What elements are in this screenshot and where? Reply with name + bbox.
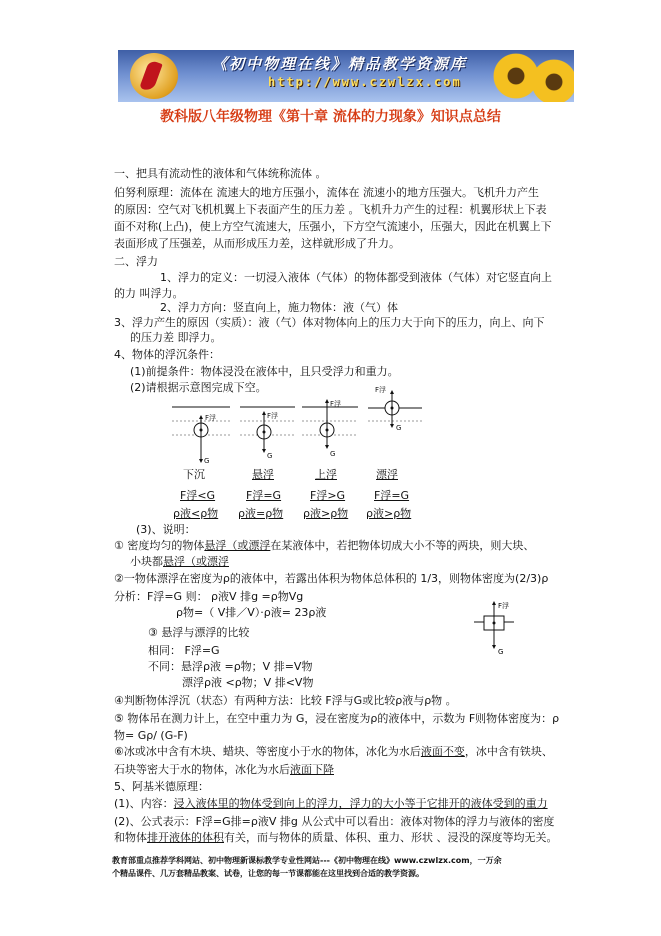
buoyant-force-label: F浮 (330, 400, 342, 408)
bernoulli-line-3: 面不对称(上凸)，使上方空气流速大，压强小，下方空气流速小，压强大，因此在机翼上下 (114, 220, 552, 233)
note-2: ②一物体漂浮在密度为ρ的液体中，若露出体积为物体总体积的 1/3，则物体密度为(2/3)ρ (114, 572, 549, 585)
state-force-sink: F浮<G (180, 489, 216, 502)
state-density-rise: ρ液>ρ物 (303, 507, 349, 520)
note-2-result: ρ物=（ V排／V）·ρ液= 23ρ液 (176, 606, 327, 619)
archimedes-factors: 和物体排开液体的体积有关，而与物体的质量、体积、重力、形状 、浸没的深度等均无关。 (114, 831, 558, 844)
buoyancy-definition-cont: 的力 叫浮力。 (114, 287, 184, 300)
float-sink-diagrams (160, 380, 440, 470)
archimedes-content: (1)、内容：浸入液体里的物体受到向上的浮力，浮力的大小等于它排开的液体受到的重力 (114, 797, 548, 810)
state-density-float: ρ液>ρ物 (366, 507, 412, 520)
note-2-analysis: 分析：F浮=G 则： ρ液V 排g =ρ物Vg (114, 590, 304, 603)
bernoulli-line-4: 表面形成了压强差，从而形成压力差，这样就形成了升力。 (114, 237, 400, 250)
bernoulli-line-2: 的原因：空气对飞机机翼上下表面产生的压力差 。飞机升力产生的过程：机翼形状上下表 (114, 203, 547, 216)
state-density-suspend: ρ液=ρ物 (238, 507, 284, 520)
bernoulli-line-1: 伯努利原理：流体在 流速大的地方压强小，流体在 流速小的地方压强大。飞机升力产生 (114, 186, 539, 199)
state-force-suspend: F浮=G (246, 489, 282, 502)
state-force-float: F浮=G (374, 489, 410, 502)
state-name-suspend: 悬浮 (252, 468, 274, 481)
gravity-label: G (396, 424, 402, 432)
buoyancy-cause-cont: 的压力差 即浮力。 (130, 331, 222, 344)
note-3-diff-suspend: 不同：悬浮ρ液 =ρ物；V 排=V物 (148, 660, 313, 673)
diagram-sink (172, 407, 230, 465)
state-name-sink: 下沉 (183, 468, 205, 481)
header-banner (118, 50, 574, 102)
gravity-label: G (204, 457, 210, 465)
buoyancy-cause: 3、浮力产生的原因（实质）：液（气）体对物体向上的压力大于向下的压力，向上、向下 (114, 316, 545, 329)
note-1: ① 密度均匀的物体悬浮（或漂浮在某液体中，若把物体切成大小不等的两块，则大块、 (114, 539, 535, 552)
note-6-cont: 石块等密大于水的物体，冰化为水后液面下降 (114, 763, 334, 776)
precondition: (1)前提条件：物体浸没在液体中，且只受浮力和重力。 (130, 365, 399, 378)
footer-line-1: 教育部重点推荐学科网站、初中物理新课标教学专业性网站---《初中物理在线》www.czwlzx.com，一万余 (112, 856, 502, 865)
diagram-suspend (240, 407, 295, 460)
gravity-label: G (498, 648, 504, 656)
state-density-sink: ρ液<ρ物 (173, 507, 219, 520)
note-3-heading: ③ 悬浮与漂浮的比较 (148, 626, 250, 639)
buoyant-force-label: F浮 (267, 412, 279, 420)
note-6: ⑥冰或冰中含有木块、蜡块、等密度小于水的物体，冰化为水后液面不变，冰中含有铁块、 (114, 745, 553, 758)
state-force-rise: F浮>G (310, 489, 346, 502)
note-3-diff-float: 漂浮ρ液 <ρ物；V 排<V物 (182, 676, 314, 689)
banner-url[interactable]: http://www.czwlzx.com (268, 75, 462, 89)
diagram-float (368, 385, 422, 432)
sunflower-icon (528, 56, 574, 102)
state-name-rise: 上浮 (315, 468, 337, 481)
note-3-same: 相同： F浮=G (148, 644, 220, 657)
note-4: ④判断物体浮沉（状态）有两种方法：比较 F浮与G或比较ρ液与ρ物 。 (114, 694, 457, 707)
gravity-label: G (267, 452, 273, 460)
buoyant-force-label: F浮 (375, 386, 387, 394)
archimedes-formula: (2)、公式表示：F浮=G排=ρ液V 排g 从公式中可以看出：液体对物体的浮力与液体的密度 (114, 815, 555, 828)
buoyant-force-label: F浮 (205, 414, 217, 422)
gravity-label: G (330, 450, 336, 458)
buoyancy-definition: 1、浮力的定义：一切浸入液体（气体）的物体都受到液体（气体）对它竖直向上 (160, 271, 552, 284)
notes-heading: (3)、说明： (136, 523, 196, 536)
buoyancy-direction: 2、浮力方向：竖直向上，施力物体：液（气）体 (160, 301, 398, 314)
section-fluid: 一、把具有流动性的液体和气体统称流体 。 (114, 167, 327, 180)
note-5: ⑤ 物体吊在测力计上，在空中重力为 G，浸在密度为ρ的液体中，示数为 F则物体密度为：ρ (114, 712, 560, 725)
float-sink-conditions: 4、物体的浮沉条件： (114, 348, 220, 361)
logo-icon (130, 53, 178, 99)
footer-line-2: 个精品课件、几万套精品教案、试卷，让您的每一节课都能在这里找到合适的教学资源。 (112, 869, 424, 878)
diagram-instruction: (2)请根据示意图完成下空。 (130, 381, 267, 394)
archimedes-heading: 5、阿基米德原理： (114, 780, 209, 793)
floating-box-diagram (472, 596, 532, 658)
buoyant-force-label: F浮 (498, 602, 510, 610)
diagram-rise (302, 399, 358, 458)
banner-title: 《初中物理在线》精品教学资源库 (212, 55, 468, 73)
note-5-formula: 物= Gρ/ (G-F) (114, 729, 188, 742)
document-title: 教科版八年级物理《第十章 流体的力现象》知识点总结 (160, 109, 501, 125)
state-name-float: 漂浮 (376, 468, 398, 481)
section-buoyancy: 二、浮力 (114, 255, 158, 268)
note-1-cont: 小块都悬浮（或漂浮 (130, 555, 229, 568)
